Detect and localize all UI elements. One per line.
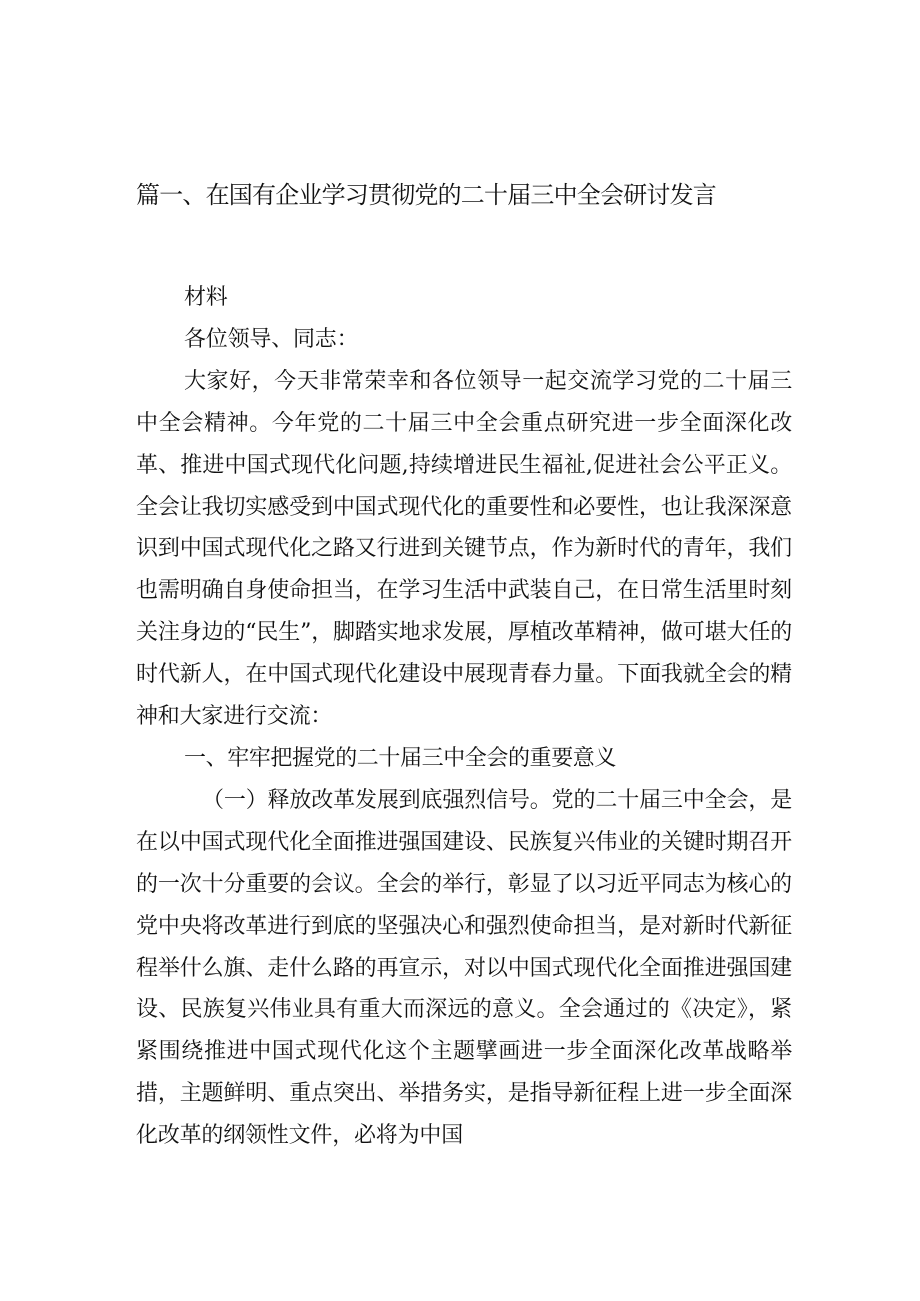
intro-paragraph: 大家好，今天非常荣幸和各位领导一起交流学习党的二十届三中全会精神。今年党的二十届三中全会重点研究进一步全面深化改革、推进中国式现代化问题,持续增进民生福祉,促进社会公平正义。全会让我切实感受到中国式现代化的重要性和必要性，也让我深深意识到中国式现代化之路又行进到关键节点，作为新时代的青年，我们也需明确自身使命担当，在学习生活中武装自己，在日常生活里时刻关注身边的“民生”，脚踏实地求发展，厚植改革精神，做可堪大任的时代新人，在中国式现代化建设中展现青春力量。下面我就全会的精神和大家进行交流：: [136, 368, 792, 730]
salutation: 各位领导、同志：: [184, 326, 359, 352]
subsection-paragraph: （一）释放改革发展到底强烈信号。党的二十届三中全会，是在以中国式现代化全面推进强国建设、民族复兴伟业的关键时期召开的一次十分重要的会议。全会的举行，彰显了以习近平同志为核心的党中央将改革进行到底的坚强决心和强烈使命担当，是对新时代新征程举什么旗、走什么路的再宣示，对以中国式现代化全面推进强国建设、民族复兴伟业具有重大而深远的意义。全会通过的《决定》，紧紧围绕推进中国式现代化这个主题擘画进一步全面深化改革战略举措，主题鲜明、重点突出、举措务实，是指导新征程上进一步全面深化改革的纲领性文件，必将为中国: [136, 787, 792, 1149]
document-body: [136, 277, 792, 1157]
document-title: 篇一、在国有企业学习贯彻党的二十届三中全会研讨发言: [136, 181, 716, 209]
material-label: 材料: [184, 285, 228, 310]
section-heading: 一、牢牢把握党的二十届三中全会的重要意义: [184, 745, 617, 771]
